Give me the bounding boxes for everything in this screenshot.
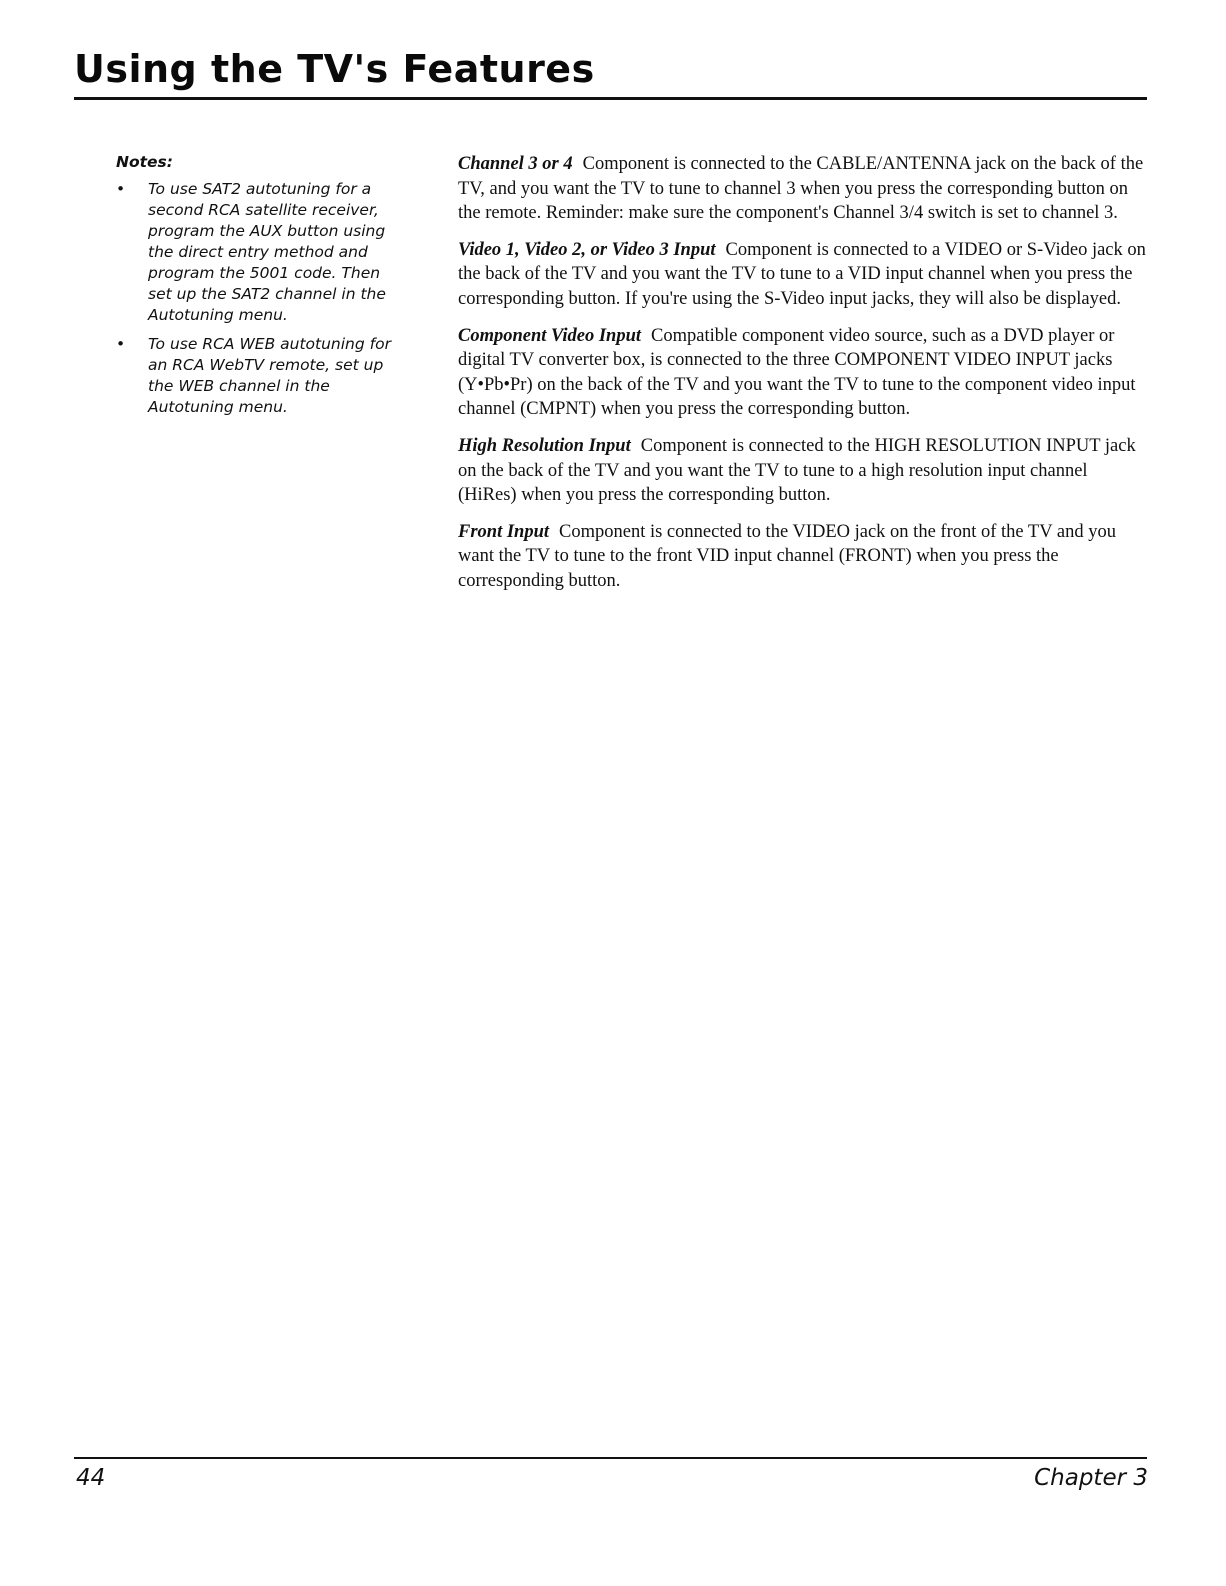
note-text: To use SAT2 autotuning for a second RCA satellite receiver, program the AUX button using the direct entry method and program the 5001 code. Then set up the SAT2 channel in the Autotuning menu. [148,180,386,324]
entry-text: Compatible component video source, such as a DVD player or digital TV converter box, is connected to the three COMPONENT VIDEO INPUT jacks (Y•Pb•Pr) on the back of the TV and you want the TV to tune to the component video input channel (CMPNT) when you press the corresponding button. [458,325,1136,420]
note-text: To use RCA WEB autotuning for an RCA WebTV remote, set up the WEB channel in the Autotuning menu. [148,335,391,416]
list-item [116,334,398,418]
entry-term: Front Input [458,521,550,542]
main-content [458,152,1148,606]
bullet-icon: • [116,335,126,353]
entry-video-input [458,238,1148,312]
page-number: 44 [76,1465,106,1491]
bullet-icon: • [116,180,126,198]
notes-sidebar [116,152,406,426]
notes-heading: Notes: [116,153,173,171]
entry-text: Component is connected to the HIGH RESOLUTION INPUT jack on the back of the TV and you want the TV to tune to a high resolution input channel (HiRes) when you press the corresponding button. [458,435,1136,506]
list-item [116,179,398,326]
entry-text: Component is connected to the CABLE/ANTENNA jack on the back of the TV, and you want the TV to tune to channel 3 when you press the corresponding button on the remote. Reminder: make sure the component's Channel 3/4 switch is set to channel 3. [458,154,1144,224]
entry-front-input [458,520,1148,594]
title-divider [74,97,1147,100]
entry-term: Channel 3 or 4 [458,154,573,174]
entry-text: Component is connected to the VIDEO jack on the front of the TV and you want the TV to tune to the front VID input channel (FRONT) when you press the corresponding button. [458,521,1116,591]
entry-term: Component Video Input [458,325,641,346]
notes-list [116,179,406,418]
entry-component-video-input [458,324,1148,422]
footer-divider [74,1457,1147,1459]
entry-text: Component is connected to a VIDEO or S-Video jack on the back of the TV and you want the TV to tune to a VID input channel when you press the corresponding button. If you're using the S-Video input jacks, they will also be displayed. [458,239,1146,309]
chapter-label: Chapter 3 [1034,1465,1148,1491]
entry-channel-3-or-4 [458,152,1148,226]
entry-term: High Resolution Input [458,435,631,456]
entry-term: Video 1, Video 2, or Video 3 Input [458,239,716,260]
page-title: Using the TV's Features [74,47,595,91]
entry-high-resolution-input [458,434,1148,508]
